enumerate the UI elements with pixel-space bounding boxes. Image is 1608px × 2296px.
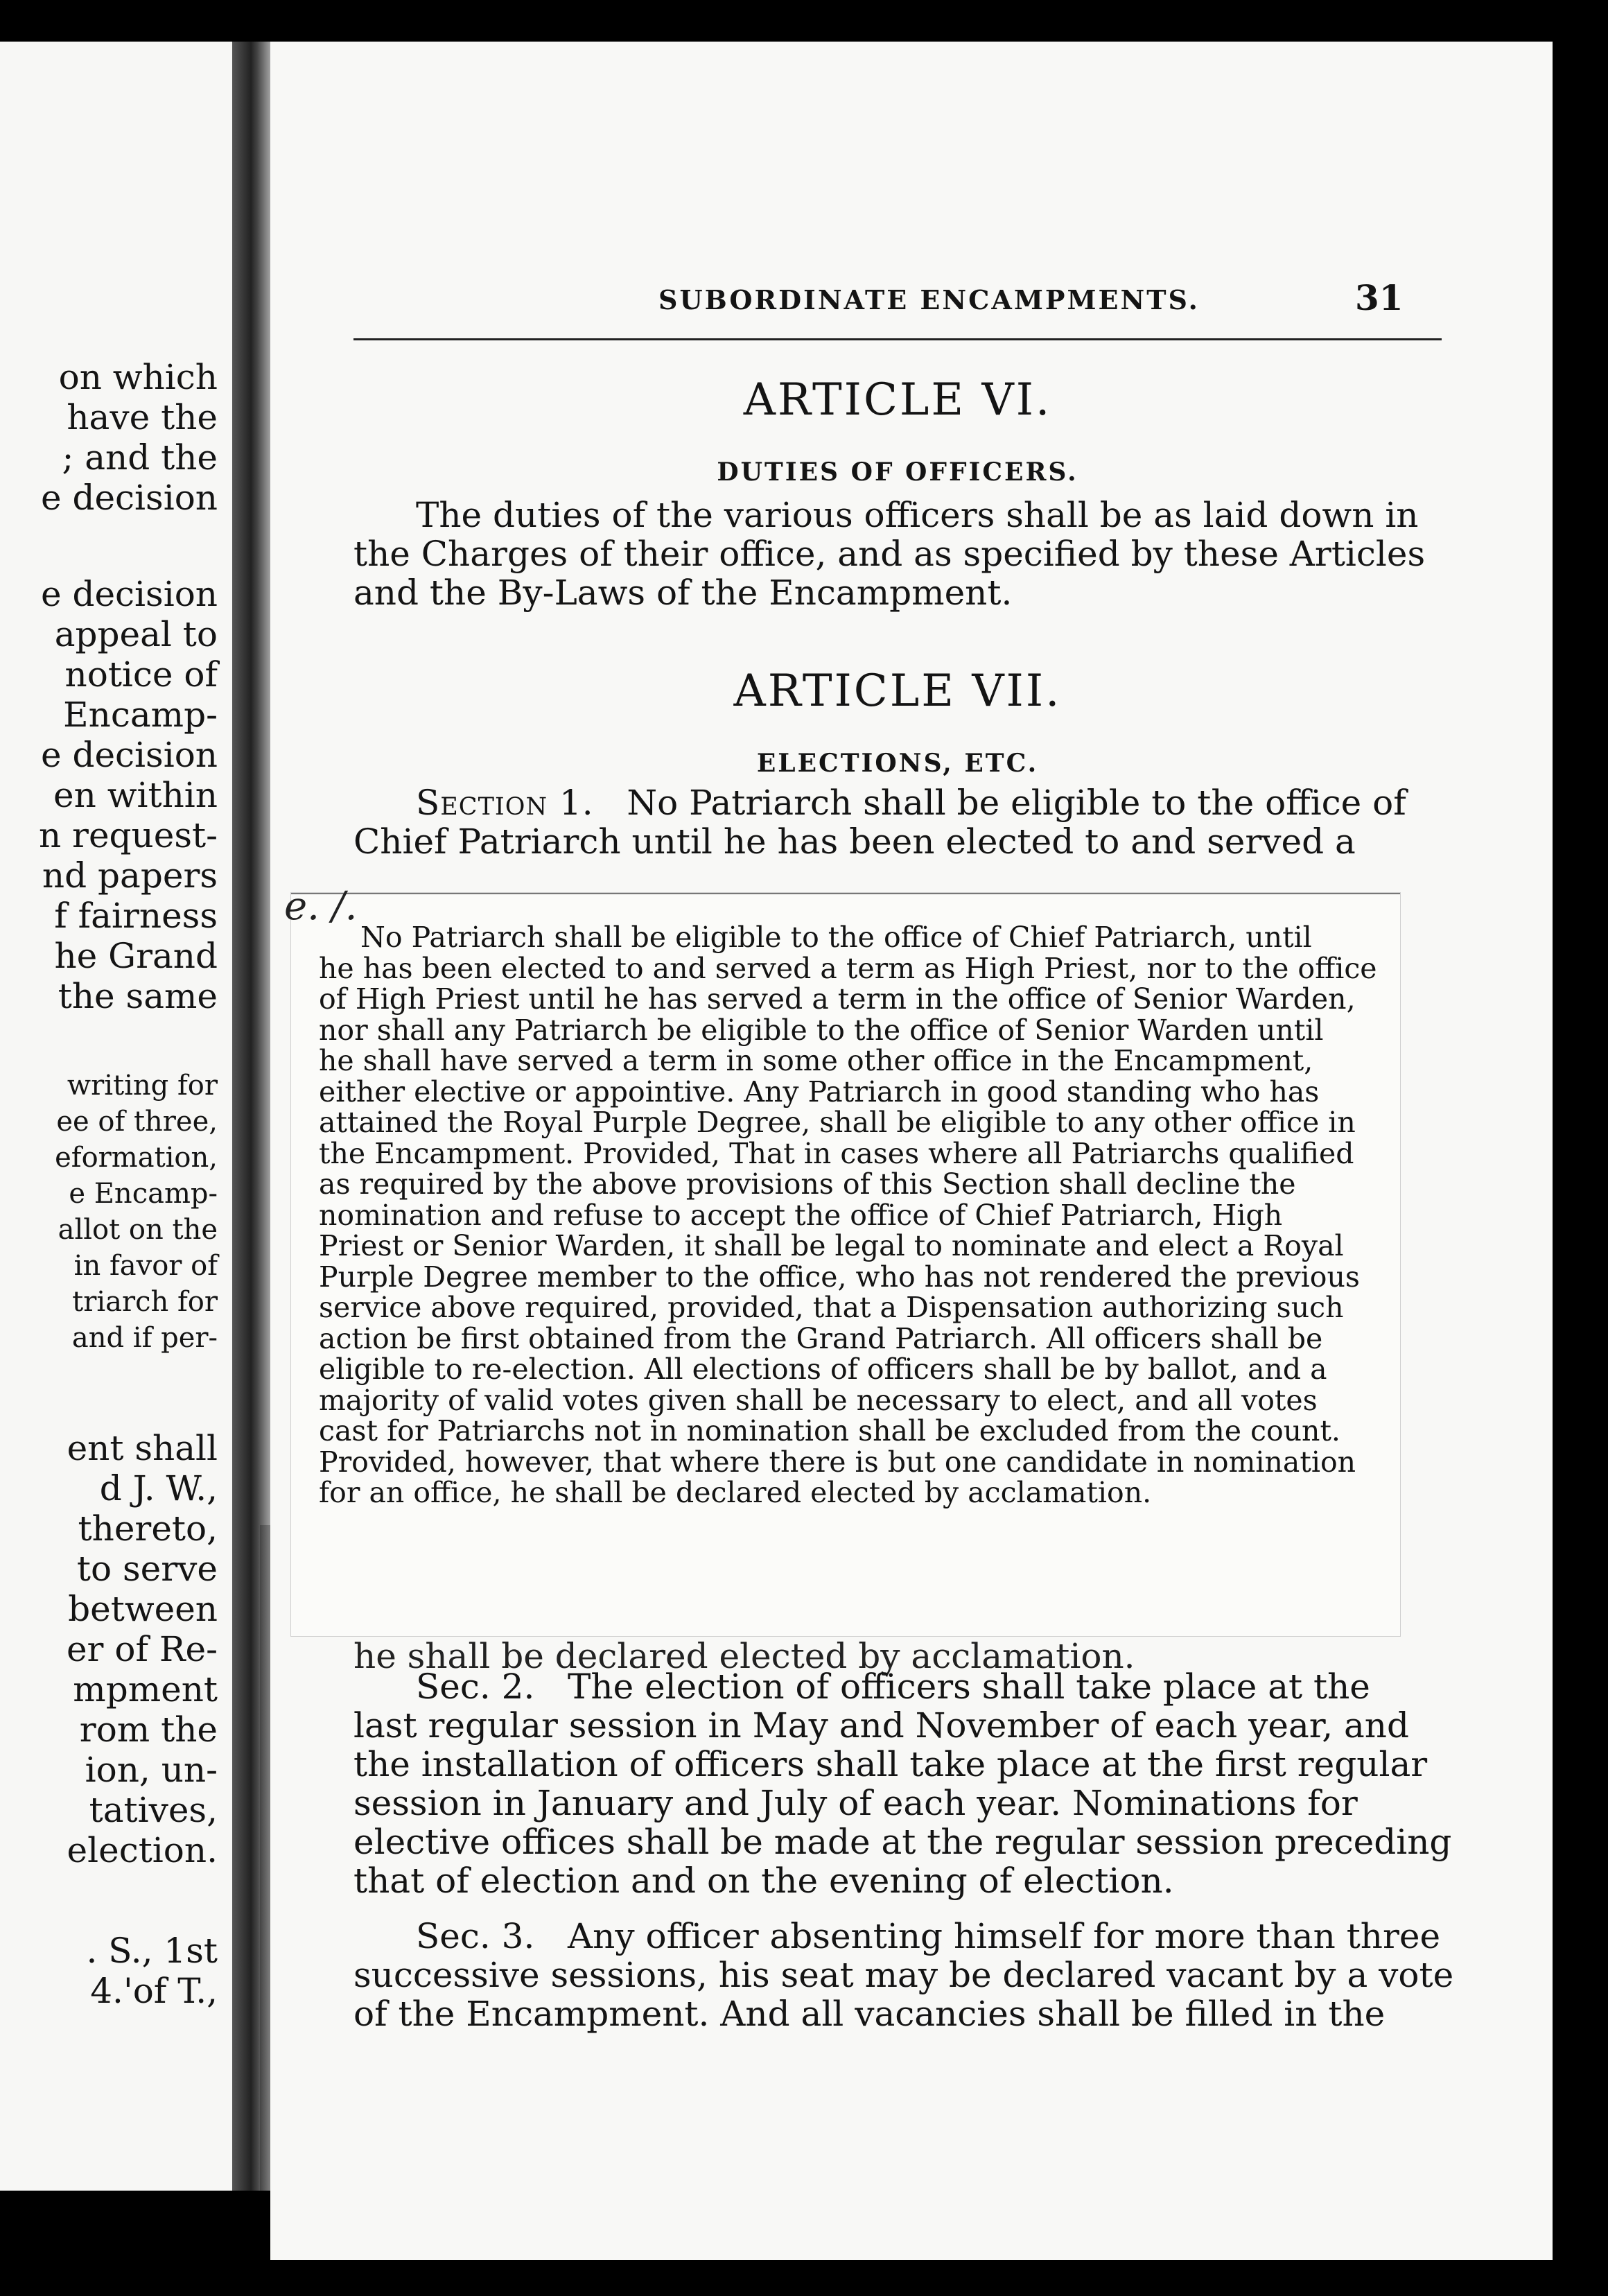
left-page-block-4 — [67, 1428, 218, 1870]
left-line: e decision — [40, 478, 218, 518]
left-line: thereto, — [78, 1508, 218, 1549]
paragraph-line: of the Encampment. And all vacancies shall be filled in the — [353, 1994, 1386, 2034]
header-rule — [353, 338, 1442, 340]
section-2-label: Sec. 2. — [416, 1667, 535, 1707]
left-line: ee of three, — [56, 1106, 218, 1138]
pasted-correction-slip — [291, 893, 1400, 1636]
left-line: n request- — [38, 815, 218, 855]
left-line: ent shall — [67, 1428, 218, 1468]
paragraph-line: the installation of officers shall take place at the first regular — [353, 1744, 1428, 1784]
left-line: mpment — [73, 1669, 218, 1710]
left-line: between — [68, 1589, 218, 1629]
left-line: er of Re- — [66, 1629, 218, 1669]
slip-line: either elective or appointive. Any Patriarch in good standing who has — [319, 1075, 1320, 1108]
section-1-label: Section 1. — [416, 783, 594, 823]
left-page-block-5 — [86, 1931, 218, 2011]
left-line: . S., 1st — [86, 1931, 218, 1971]
partially-covered-line: he shall be declared elected by acclamation. — [353, 1636, 1135, 1676]
slip-line: for an office, he shall be declared elected by acclamation. — [319, 1476, 1152, 1509]
slip-line: as required by the above provisions of this Section shall decline the — [319, 1167, 1296, 1201]
paragraph-line: successive sessions, his seat may be declared vacant by a vote — [353, 1955, 1454, 1995]
left-line: appeal to — [54, 614, 218, 654]
running-header: SUBORDINATE ENCAMPMENTS. — [658, 284, 1200, 315]
left-line: f fairness — [54, 896, 218, 936]
paragraph-line — [353, 1917, 1442, 1956]
paragraph-line: last regular session in May and November of each year, and — [353, 1705, 1409, 1746]
left-page-block-2 — [39, 574, 218, 1016]
left-line: nd papers — [42, 855, 218, 896]
slip-line: nomination and refuse to accept the office of Chief Patriarch, High — [319, 1198, 1283, 1232]
section-2-paragraph — [353, 1667, 1452, 1901]
slip-line: nor shall any Patriarch be eligible to the office of Senior Warden until — [319, 1013, 1324, 1047]
section-3-label: Sec. 3. — [416, 1916, 535, 1956]
right-page — [270, 42, 1553, 2260]
slip-line: of High Priest until he has served a term in the office of Senior Warden, — [319, 982, 1356, 1016]
left-line: have the — [67, 397, 218, 437]
slip-line: service above required, provided, that a Dispensation authorizing such — [319, 1291, 1344, 1324]
slip-line: Purple Degree member to the office, who has not rendered the previous — [319, 1260, 1360, 1294]
left-line: tatives, — [89, 1790, 218, 1830]
left-line: e Encamp- — [69, 1178, 218, 1210]
slip-line: action be first obtained from the Grand Patriarch. All officers shall be — [319, 1321, 1323, 1355]
left-line: the same — [58, 976, 218, 1016]
left-line: notice of — [64, 654, 218, 695]
slip-line: attained the Royal Purple Degree, shall be eligible to any other office in — [319, 1106, 1356, 1139]
left-line: rom the — [79, 1710, 218, 1750]
page-number: 31 — [1355, 277, 1404, 318]
article-6-subtitle: DUTIES OF OFFICERS. — [717, 458, 1078, 487]
paragraph-line: The duties of the various officers shall be as laid down in — [416, 495, 1419, 535]
slip-line: he shall have served a term in some other office in the Encampment, — [319, 1044, 1313, 1077]
left-facing-page — [0, 42, 243, 2191]
left-line: he Grand — [54, 936, 218, 976]
slip-line: he has been elected to and served a term as High Priest, nor to the office — [319, 951, 1377, 985]
left-page-block-1 — [41, 357, 218, 518]
slip-line: eligible to re-election. All elections of officers shall be by ballot, and a — [319, 1353, 1327, 1386]
slip-line: No Patriarch shall be eligible to the office of Chief Patriarch, until — [360, 921, 1312, 954]
paragraph-line — [353, 1667, 1442, 1706]
slip-text — [319, 921, 1377, 1509]
article-7-title: ARTICLE VII. — [733, 666, 1062, 717]
section-3-paragraph — [353, 1916, 1454, 2034]
paragraph-line — [353, 783, 1442, 822]
left-line: Encamp- — [63, 695, 218, 735]
left-line: d J. W., — [99, 1468, 218, 1508]
section-2-text: The election of officers shall take place at the — [568, 1667, 1370, 1707]
left-line: to serve — [76, 1549, 218, 1589]
section-1-text: No Patriarch shall be eligible to the office of — [627, 783, 1406, 823]
slip-line: cast for Patriarchs not in nomination shall be excluded from the count. — [319, 1414, 1340, 1447]
slip-line: Provided, however, that where there is but one candidate in nomination — [319, 1445, 1356, 1479]
article-7-subtitle: ELECTIONS, ETC. — [756, 749, 1039, 778]
slip-line: the Encampment. Provided, That in cases where all Patriarchs qualified — [319, 1136, 1354, 1170]
paragraph-line: and the By-Laws of the Encampment. — [353, 573, 1013, 613]
left-line: e decision — [40, 735, 218, 775]
left-line: e decision — [40, 574, 218, 614]
left-page-block-3 — [55, 1068, 218, 1356]
article-6-paragraph — [353, 496, 1442, 612]
paragraph-line: that of election and on the evening of election. — [353, 1861, 1174, 1901]
handwritten-margin-mark: e. /. — [284, 884, 358, 929]
left-line: in favor of — [73, 1250, 218, 1282]
section-3-text: Any officer absenting himself for more than three — [568, 1916, 1441, 1956]
left-line: allot on the — [58, 1214, 218, 1246]
left-line: ion, un- — [85, 1750, 218, 1790]
paragraph-line: Chief Patriarch until he has been elected to and served a — [353, 821, 1356, 862]
left-line: on which — [58, 357, 218, 397]
paragraph-line: the Charges of their office, and as specified by these Articles — [353, 534, 1426, 574]
slip-line: majority of valid votes given shall be necessary to elect, and all votes — [319, 1383, 1318, 1417]
paragraph-line: session in January and July of each year. Nominations for — [353, 1783, 1358, 1823]
article-6-title: ARTICLE VI. — [743, 374, 1052, 426]
paragraph-line: elective offices shall be made at the regular session preceding — [353, 1822, 1452, 1862]
left-line: eformation, — [55, 1142, 218, 1174]
left-line: election. — [67, 1830, 218, 1870]
slip-line: Priest or Senior Warden, it shall be legal to nominate and elect a Royal — [319, 1229, 1344, 1262]
left-line: and if per- — [71, 1322, 218, 1354]
left-line: writing for — [67, 1070, 218, 1102]
left-line: triarch for — [72, 1286, 218, 1318]
section-1-paragraph — [353, 783, 1442, 861]
left-line: ; and the — [62, 437, 218, 478]
left-line: en within — [53, 775, 218, 815]
left-line: 4.'of T., — [90, 1971, 218, 2011]
